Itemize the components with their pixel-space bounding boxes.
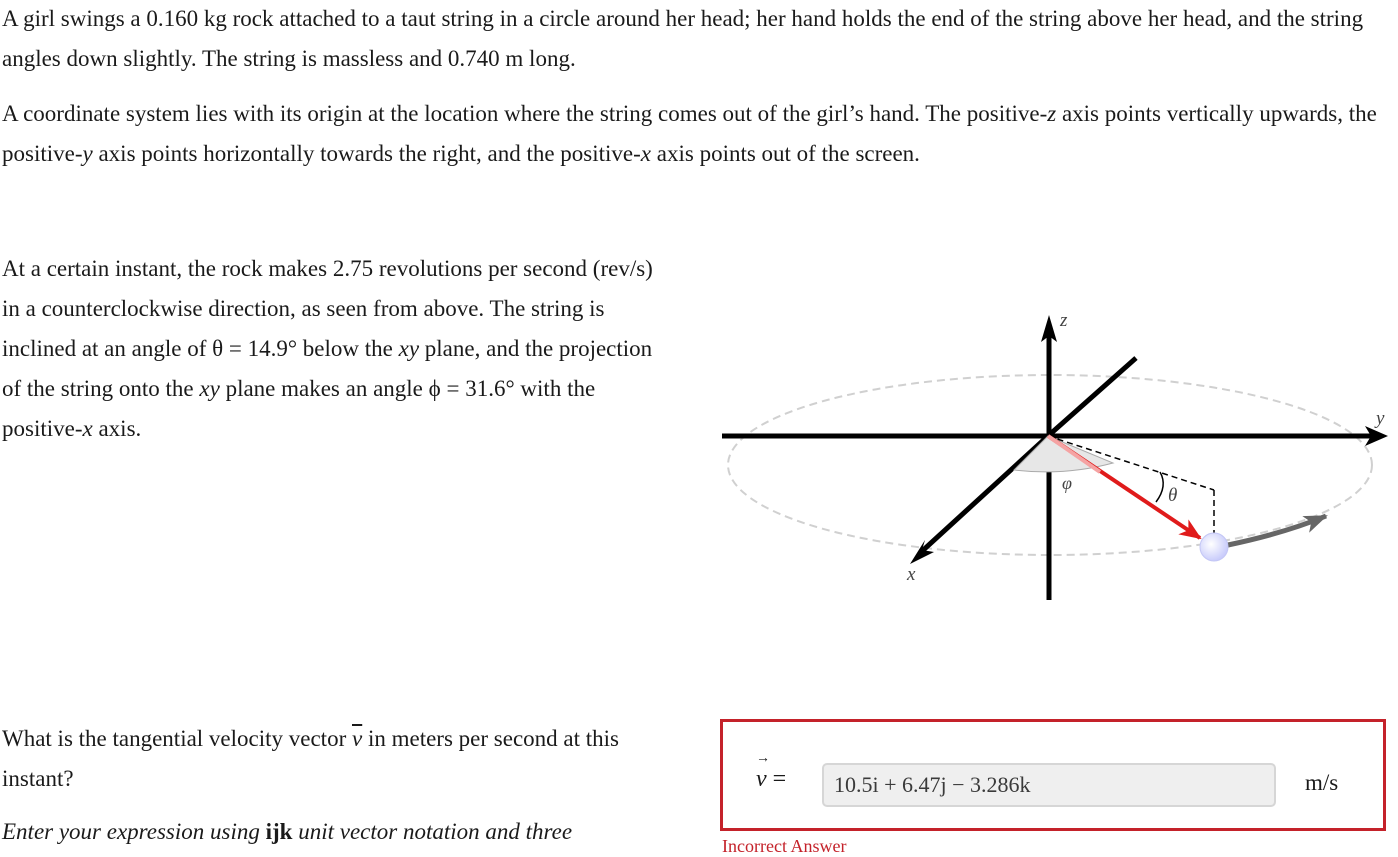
theta-equation: θ = 14.9° below the [212,336,399,361]
instant-text: At a certain instant, the rock makes 2.75 revolutions per second (rev/s) in a counterclockwise direction, as seen from above. The string is inclined at an angle of [2,256,653,361]
instruction-part: Enter your expression using [2,819,266,844]
coords-text: axis points vertically upwards, the positive- [2,101,1377,166]
coords-x: x [640,141,652,166]
answer-box [720,719,1386,831]
label-y: y [1376,408,1385,429]
x-symbol: x [82,416,93,441]
equals-sign: = [766,766,787,792]
coords-text: A coordinate system lies with its origin at the location where the string comes out of the girl’s hand. The positive- [2,101,1048,126]
velocity-arrow [1228,516,1326,545]
label-phi: φ [1062,473,1072,493]
instant-text: axis. [92,416,142,441]
theta-arc [1156,472,1163,502]
answer-unit: m/s [1305,770,1339,795]
question-text [2,719,672,799]
incorrect-answer-message: Incorrect Answer [722,836,847,856]
instant-text: plane makes an angle [219,376,429,401]
velocity-symbol: $\overline{v}$ [352,726,363,751]
instruction-bold: ijk [265,819,293,844]
rock [1200,533,1228,561]
rotation-diagram [720,300,1398,610]
front-x-axis [920,436,1048,553]
coords-y: y [82,141,93,166]
instant-description [2,249,672,449]
question-text-part: What is the tangential velocity vector [2,726,352,751]
instruction-part: unit vector notation and three [292,819,573,844]
label-z: z [1060,310,1068,331]
label-theta: θ [1168,485,1178,506]
back-x-axis [1048,358,1136,436]
instant-text: plane, and the projection of the string onto the [2,336,653,401]
answer-input[interactable]: 10.5i + 6.47j − 3.286k [822,763,1276,807]
instruction-text [2,812,692,852]
xy-symbol: xy [398,336,420,361]
xy-symbol: xy [199,376,220,401]
label-x: x [907,564,916,585]
velocity-vector-symbol: → v [756,766,767,793]
answer-label [756,766,786,793]
question-text-part: in meters per second at this instant? [2,726,619,791]
coords-text: axis points out of the screen. [651,141,920,166]
phi-equation: ϕ = 31.6° with the positive- [2,376,596,441]
coords-text: axis points horizontally towards the right, and the positive- [92,141,641,166]
coords-z: z [1047,101,1057,126]
problem-intro: A girl swings a 0.160 kg rock attached to a taut string in a circle around her head; her hand holds the end of the string above her head, and the string angles down slightly. The string is massless and 0.740 m long. [2,6,1364,71]
coordinate-description [2,94,1392,174]
